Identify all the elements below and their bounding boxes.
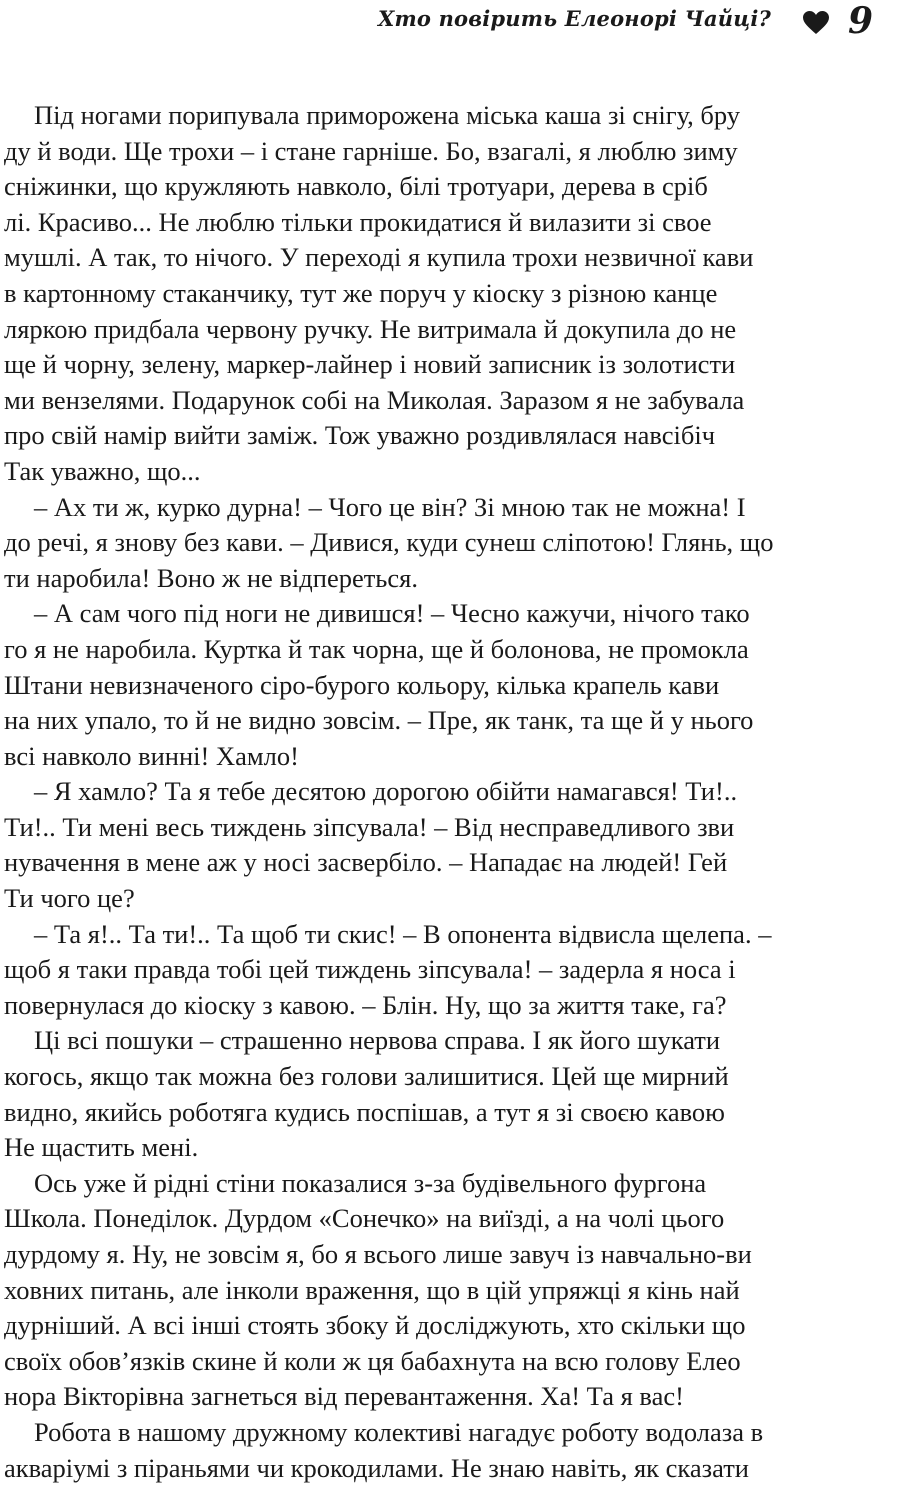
- text-line: своїх обов’язків скине й коли ж ця бабахнута на всю голову Елео: [4, 1345, 741, 1376]
- page-number: 9: [847, 0, 873, 42]
- text-line: – Ах ти ж, курко дурна! – Чого це він? Зі мною так не можна! І: [34, 491, 746, 522]
- text-line: всі навколо винні! Хамло!: [4, 740, 299, 771]
- text-line: ду й води. Ще трохи – і стане гарніше. Бо, взагалі, я люблю зиму: [4, 135, 738, 166]
- text-line: – А сам чого під ноги не дивишся! – Чесно кажучи, нічого тако: [34, 598, 750, 629]
- header-title: Хто повірить Елеонорі Чайці?: [377, 6, 771, 31]
- text-line: видно, якийсь роботяга кудись поспішав, а тут я зі своєю кавою: [4, 1096, 725, 1127]
- text-line: Під ногами порипувала приморожена міська каша зі снігу, бру: [34, 100, 741, 130]
- text-line: на них упало, то й не видно зовсім. – Пре, як танк, та ще й у нього: [4, 705, 754, 736]
- text-line: Ось уже й рідні стіни показалися з-за будівельного фургона: [34, 1167, 707, 1198]
- heart-icon: [803, 11, 829, 35]
- text-line: повернулася до кіоску з кавою. – Блін. Ну, що за життя таке, га?: [4, 989, 727, 1020]
- text-line: ховних питань, але інколи враження, що в цій упряжці я кінь най: [4, 1274, 740, 1305]
- text-line: Ти!.. Ти мені весь тиждень зіпсувала! – Від несправедливого зви: [4, 811, 735, 842]
- text-line: акваріумі з піраньями чи крокодилами. Не знаю навіть, як сказати: [4, 1452, 749, 1483]
- text-line: Так уважно, що...: [4, 455, 201, 486]
- text-line: – Та я!.. Та ти!.. Та щоб ти скис! – В опонента відвисла щелепа. –: [34, 918, 772, 949]
- text-line: нора Вікторівна загнеться від перевантаження. Ха! Та я вас!: [4, 1381, 684, 1412]
- text-line: Ти чого це?: [4, 883, 135, 914]
- text-line: в картонному стаканчику, тут же поруч у кіоску з різною канце: [4, 277, 718, 308]
- text-line: ти наробила! Воно ж не відпереться.: [4, 562, 418, 593]
- text-line: когось, якщо так можна без голови залишитися. Цей ще мирний: [4, 1061, 729, 1092]
- text-line: до речі, я знову без кави. – Дивися, куди сунеш сліпотою! Глянь, що: [4, 527, 774, 558]
- text-line: ми вензелями. Подарунок собі на Миколая. Заразом я не забувала: [4, 384, 745, 415]
- body-text: [4, 98, 904, 1486]
- text-line: ляркою придбала червону ручку. Не витримала й докупила до не: [4, 313, 737, 344]
- text-line: нувачення в мене аж у носі засвербіло. – Нападає на людей! Гей: [4, 847, 728, 878]
- text-line: Ці всі пошуки – страшенно нервова справа. І як його шукати: [34, 1025, 721, 1056]
- text-line: ще й чорну, зелену, маркер-лайнер і новий записник із золотисти: [4, 349, 736, 380]
- text-line: сніжинки, що кружляють навколо, білі тротуари, дерева в сріб: [4, 171, 708, 202]
- text-line: го я не наробила. Куртка й так чорна, ще й болонова, не промокла: [4, 633, 749, 664]
- text-line: лі. Красиво... Не люблю тільки прокидатися й вилазити зі свое: [4, 206, 712, 237]
- text-line: Не щастить мені.: [4, 1132, 199, 1163]
- text-line: про свій намір вийти заміж. Тож уважно роздивлялася навсібіч: [4, 420, 716, 451]
- text-line: Робота в нашому дружному колективі нагадує роботу водолаза в: [34, 1416, 764, 1447]
- text-line: Школа. Понеділок. Дурдом «Сонечко» на виїзді, а на чолі цього: [4, 1203, 725, 1234]
- running-header: [0, 0, 873, 42]
- text-line: мушлі. А так, то нічого. У переході я купила трохи незвичної кави: [4, 242, 754, 273]
- text-line: щоб я таки правда тобі цей тиждень зіпсувала! – задерла я носа і: [4, 954, 736, 985]
- text-line: дурніший. А всі інші стоять збоку й досліджують, хто скільки що: [4, 1310, 746, 1341]
- text-line: дурдому я. Ну, не зовсім я, бо я всього лише завуч із навчально-ви: [4, 1239, 752, 1269]
- text-line: Штани невизначеного сіро-бурого кольору, кілька крапель кави: [4, 669, 720, 700]
- text-line: – Я хамло? Та я тебе десятою дорогою обійти намагався! Ти!..: [34, 776, 738, 807]
